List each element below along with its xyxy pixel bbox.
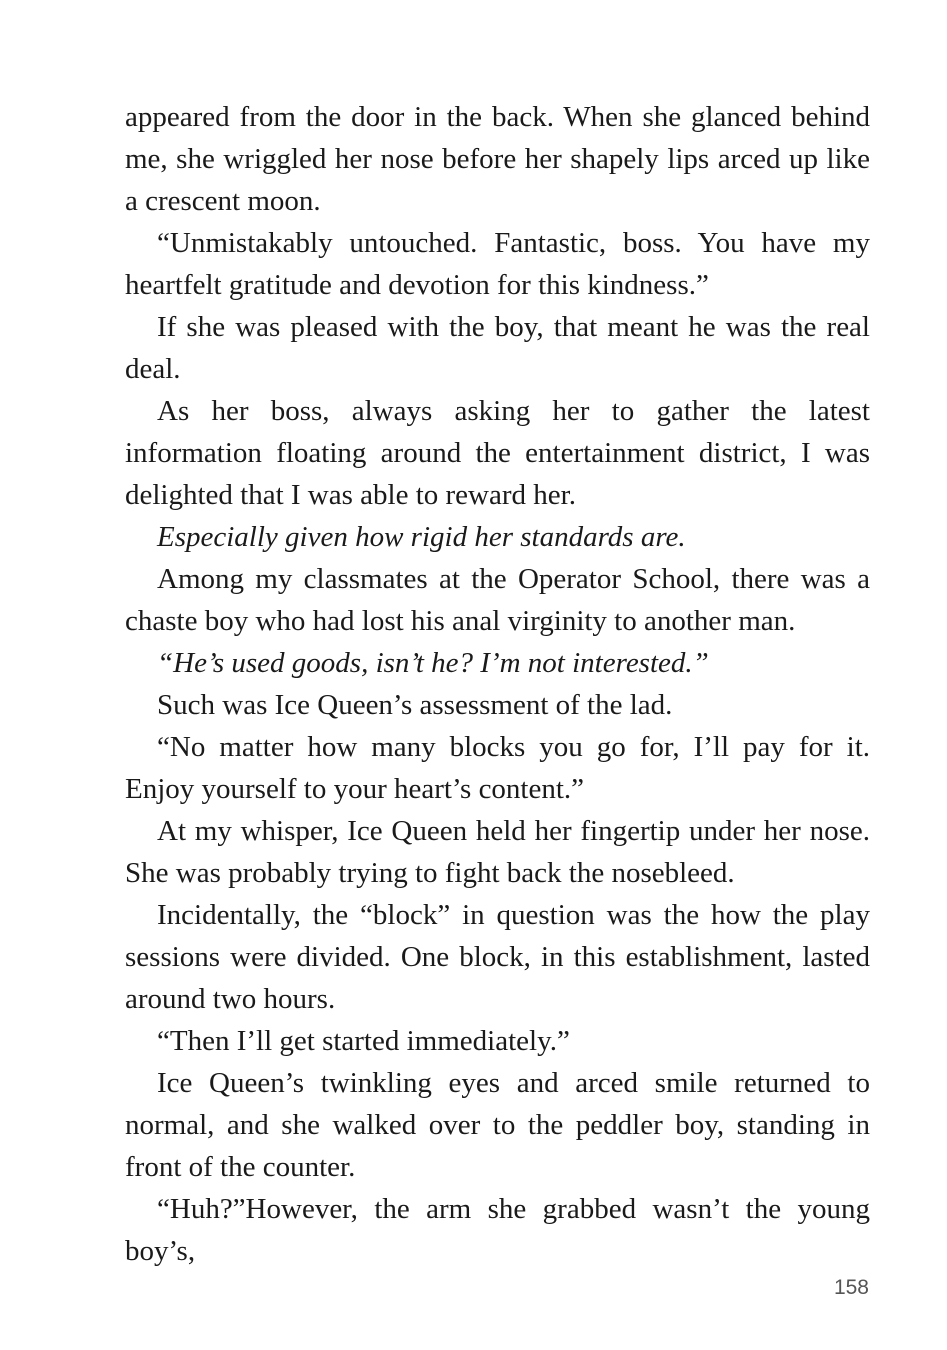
body-text (125, 96, 870, 1272)
paragraph-14: “Huh?”However, the arm she grabbed wasn’t the young boy’s, (125, 1193, 870, 1267)
paragraph-6: Among my classmates at the Operator School, there was a chaste boy who had lost his anal virginity to another man. (125, 563, 870, 637)
paragraph-10: At my whisper, Ice Queen held her fingertip under her nose. She was probably trying to fight back the nosebleed. (125, 815, 870, 889)
paragraph-11: Incidentally, the “block” in question was the how the play sessions were divided. One block, in this establishment, lasted around two hours. (125, 899, 870, 1015)
paragraph-12: “Then I’ll get started immediately.” (157, 1025, 570, 1057)
paragraph-7-italic-quote: “He’s used goods, isn’t he? I’m not interested.” (157, 647, 709, 679)
paragraph-13: Ice Queen’s twinkling eyes and arced smile returned to normal, and she walked over to the peddler boy, standing in front of the counter. (125, 1067, 870, 1183)
page-number: 158 (833, 1276, 869, 1299)
paragraph-2: “Unmistakably untouched. Fantastic, boss. You have my heartfelt gratitude and devotion for this kindness.” (125, 227, 870, 301)
paragraph-9: “No matter how many blocks you go for, I’ll pay for it. Enjoy yourself to your heart’s content.” (125, 731, 870, 805)
paragraph-5-italic-thought: Especially given how rigid her standards are. (157, 521, 686, 553)
paragraph-8: Such was Ice Queen’s assessment of the lad. (157, 689, 673, 721)
paragraph-4: As her boss, always asking her to gather the latest information floating around the entertainment district, I was delighted that I was able to reward her. (125, 395, 870, 511)
paragraph-1: appeared from the door in the back. When she glanced behind me, she wriggled her nose before her shapely lips arced up like a crescent moon. (125, 101, 870, 217)
paragraph-3: If she was pleased with the boy, that meant he was the real deal. (125, 311, 870, 385)
